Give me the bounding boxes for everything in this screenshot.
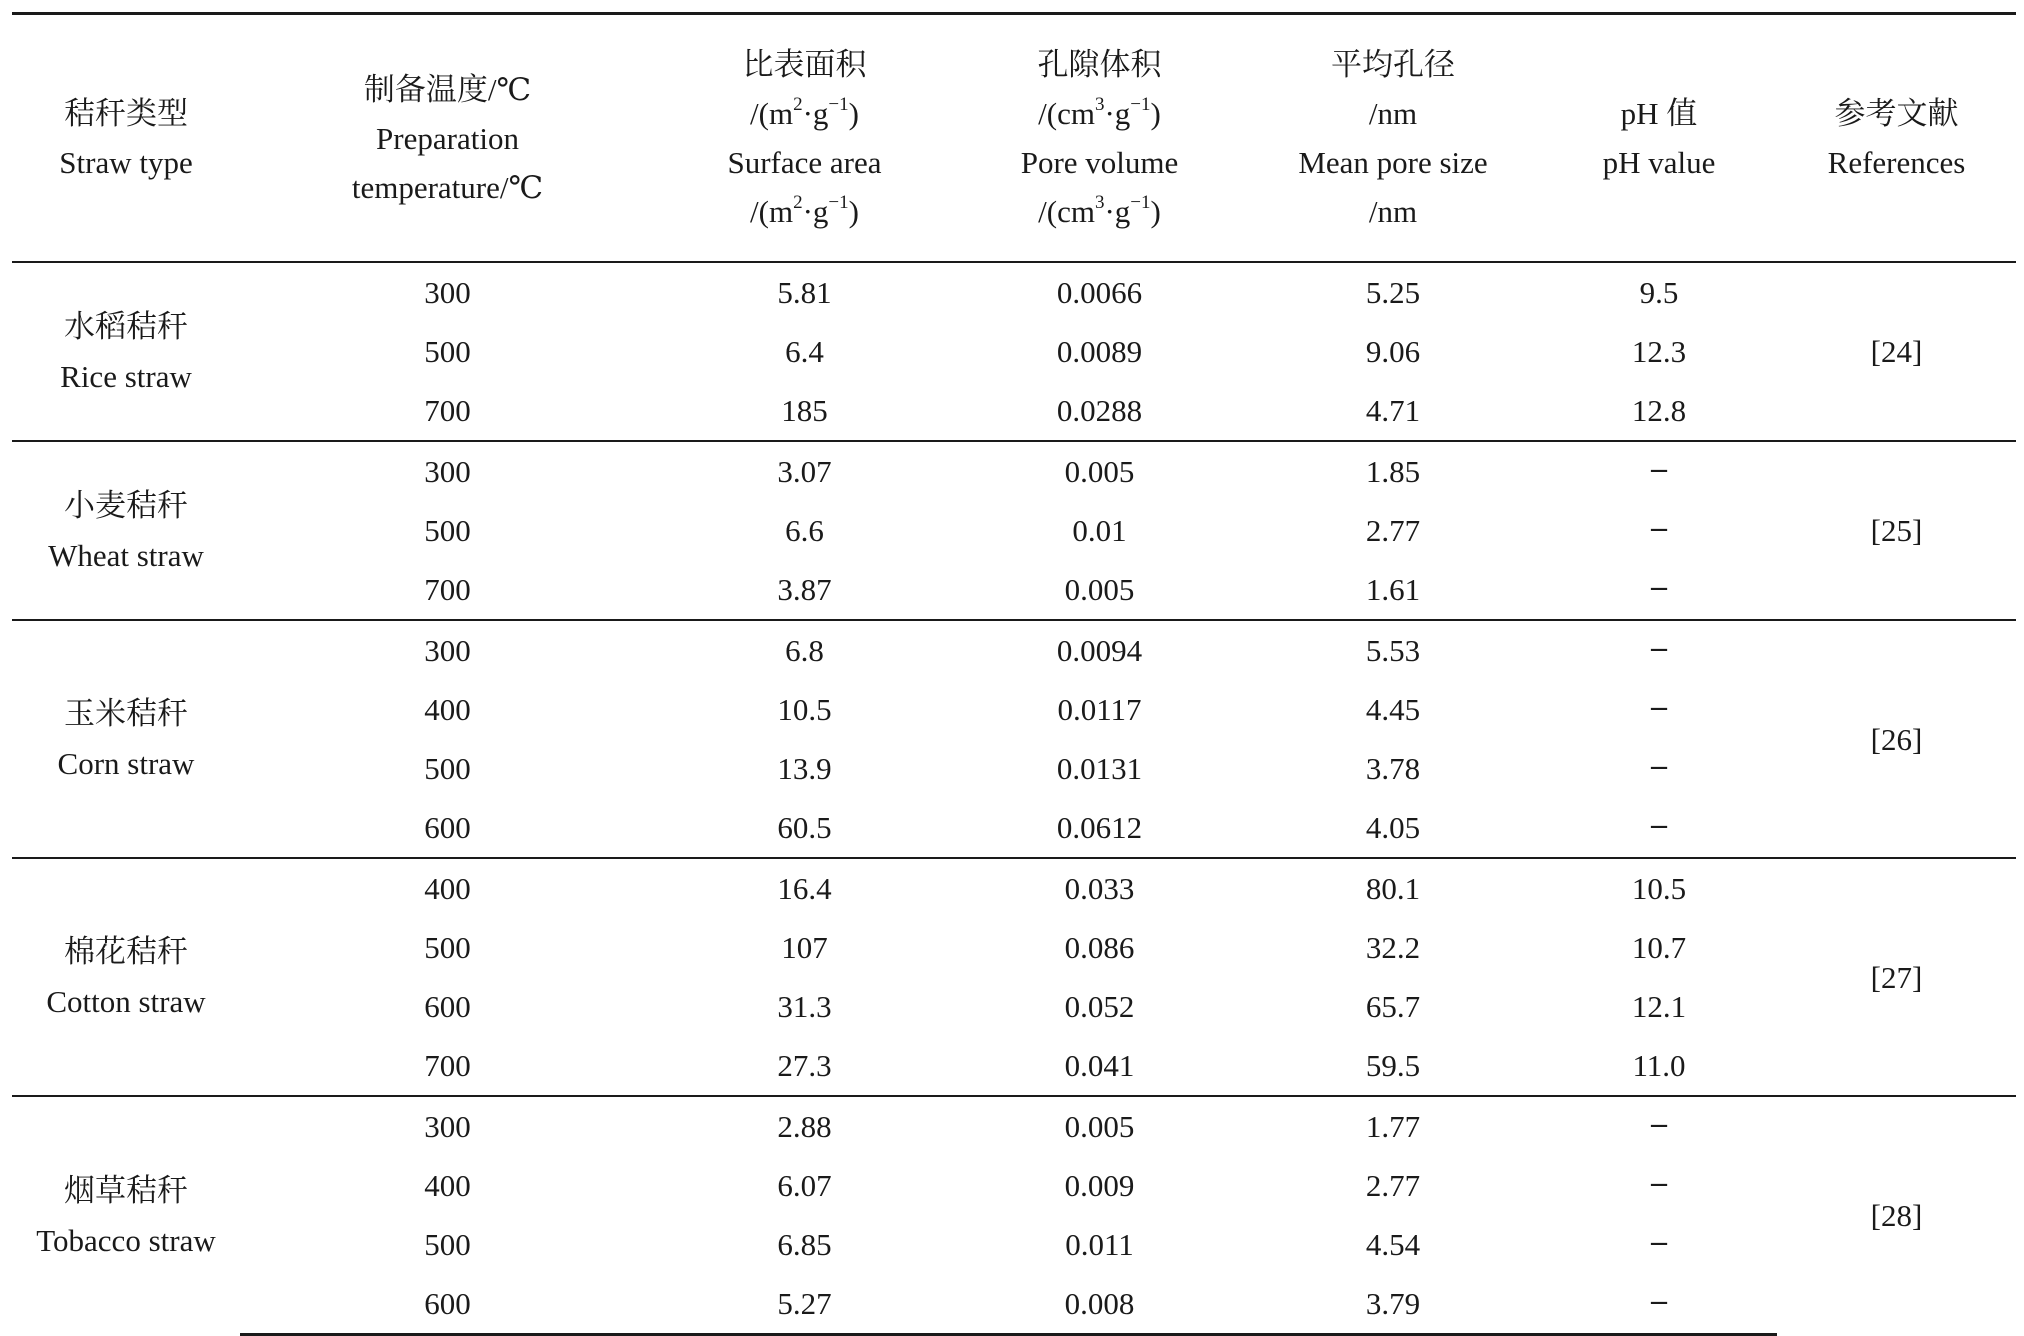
header-ph-zh: pH 值: [1620, 96, 1698, 131]
table-row: [12, 858, 2016, 918]
temperature-cell: 500: [424, 751, 471, 786]
pore-size-cell: 1.77: [1245, 1096, 1541, 1156]
straw-type-zh: 棉花秸秆: [64, 934, 188, 969]
pore-volume-cell: 0.052: [1064, 989, 1135, 1024]
ph-cell: −: [1541, 620, 1777, 680]
pore-volume-cell: 0.0288: [1056, 393, 1143, 428]
straw-type-en: Cotton straw: [46, 984, 206, 1019]
header-ph: [1541, 14, 1777, 263]
reference-cell: [27]: [1777, 858, 2016, 1096]
ph-cell: −: [1648, 694, 1670, 724]
pore-volume-cell: 0.033: [954, 858, 1245, 918]
surface-area-cell: 6.85: [777, 1227, 832, 1262]
pore-size-cell: 32.2: [1365, 930, 1421, 965]
header-pore-volume-zh: 孔隙体积: [1037, 47, 1162, 82]
table-row: [12, 1036, 2016, 1096]
pore-volume-cell: 0.0066: [1056, 275, 1143, 310]
pore-size-cell: 59.5: [1365, 1048, 1421, 1083]
pore-size-cell: 9.06: [1365, 334, 1421, 369]
pore-size-cell: 80.1: [1245, 858, 1541, 918]
header-surface-area-en: Surface area: [727, 145, 882, 180]
temperature-cell: 700: [424, 1048, 471, 1083]
table-body: [12, 262, 2016, 1335]
straw-type-cell: [12, 262, 240, 441]
header-straw-type-en: Straw type: [59, 145, 193, 180]
straw-type-en: Corn straw: [57, 746, 195, 781]
ph-cell: −: [1541, 441, 1777, 501]
pore-size-cell: 3.78: [1365, 751, 1421, 786]
ph-cell: −: [1541, 1096, 1777, 1156]
surface-area-cell: 5.81: [777, 275, 832, 310]
straw-type-zh: 水稻秸秆: [64, 308, 188, 344]
table-row: [12, 262, 2016, 322]
temperature-cell: 500: [424, 1227, 471, 1262]
header-row: [12, 14, 2016, 263]
table-row: [12, 441, 2016, 501]
straw-type-en: Tobacco straw: [36, 1222, 216, 1258]
surface-area-cell: 27.3: [777, 1048, 832, 1083]
pore-volume-cell: 0.0094: [954, 620, 1245, 680]
temperature-cell: 600: [240, 1274, 655, 1335]
header-ph-en: pH value: [1602, 145, 1716, 180]
header-surface-area-unit: $/(m^2\cdot g^{-1})$: [750, 93, 859, 131]
surface-area-cell: 3.07: [655, 441, 954, 501]
table-row: [12, 739, 2016, 798]
surface-area-cell: 6.8: [655, 620, 954, 680]
pore-size-cell: 4.45: [1365, 692, 1421, 727]
temperature-cell: 600: [424, 810, 471, 845]
pore-volume-cell: 0.0131: [1056, 751, 1143, 786]
straw-type-en: Wheat straw: [48, 537, 204, 573]
header-pore-size: [1245, 14, 1541, 263]
surface-area-cell: 31.3: [777, 989, 832, 1024]
straw-type-zh: 玉米秸秆: [64, 696, 188, 731]
straw-type-cell: [12, 620, 240, 858]
ph-cell: −: [1648, 1170, 1670, 1200]
ph-cell: 10.5: [1541, 858, 1777, 918]
ph-cell: 11.0: [1632, 1048, 1686, 1083]
pore-volume-cell: 0.0089: [1056, 334, 1143, 369]
table-row: [12, 1096, 2016, 1156]
table-row: [12, 501, 2016, 560]
table-row: [12, 1215, 2016, 1274]
pore-volume-cell: 0.0117: [1057, 692, 1142, 727]
header-surface-area-unit-2: $/(m^2\cdot g^{-1})$: [750, 191, 859, 229]
ph-cell: 9.5: [1639, 275, 1679, 310]
table-row: [12, 560, 2016, 620]
pore-size-cell: 65.7: [1365, 989, 1421, 1024]
header-temperature-zh: 制备温度/℃: [363, 71, 532, 107]
pore-size-cell: 4.54: [1365, 1227, 1421, 1262]
header-pore-volume-en: Pore volume: [1020, 145, 1179, 180]
temperature-cell: 300: [240, 1096, 655, 1156]
surface-area-cell: 5.27: [655, 1274, 954, 1335]
surface-area-cell: 185: [781, 393, 828, 428]
pore-size-cell: 4.05: [1365, 810, 1421, 845]
surface-area-cell: 10.5: [777, 692, 832, 727]
temperature-cell: 400: [240, 858, 655, 918]
surface-area-cell: 16.4: [655, 858, 954, 918]
surface-area-cell: 3.87: [777, 572, 832, 607]
header-pore-volume-unit: $/(cm^3\cdot g^{-1})$: [1038, 93, 1161, 131]
reference-cell: [24]: [1870, 334, 1923, 369]
header-straw-type-zh: 秸秆类型: [64, 96, 188, 131]
temperature-cell: 400: [424, 692, 471, 727]
reference-cell: [26]: [1777, 620, 2016, 858]
ph-cell: 12.8: [1631, 393, 1687, 428]
pore-volume-cell: 0.0612: [1056, 810, 1143, 845]
temperature-cell: 300: [424, 275, 471, 310]
header-pore-size-unit-2: /nm: [1368, 194, 1418, 229]
pore-size-cell: 4.71: [1365, 393, 1421, 428]
header-pore-volume-unit-2: $/(cm^3\cdot g^{-1})$: [1038, 191, 1161, 229]
ph-cell: −: [1648, 812, 1670, 842]
surface-area-cell: 60.5: [777, 810, 832, 845]
pore-volume-cell: 0.041: [1064, 1048, 1135, 1083]
table-row: [12, 322, 2016, 381]
temperature-cell: 400: [424, 1168, 471, 1203]
reference-cell: [28]: [1777, 1096, 2016, 1335]
temperature-cell: 700: [424, 572, 471, 607]
pore-volume-cell: 0.01: [1072, 513, 1127, 548]
temperature-cell: 300: [240, 620, 655, 680]
surface-area-cell: 13.9: [777, 751, 832, 786]
pore-volume-cell: 0.008: [954, 1274, 1245, 1335]
reference-cell: [25]: [1777, 441, 2016, 620]
header-surface-area-zh: 比表面积: [742, 47, 867, 82]
pore-size-cell: 3.79: [1245, 1274, 1541, 1335]
header-references-zh: 参考文献: [1834, 96, 1959, 131]
ph-cell: −: [1648, 574, 1670, 604]
straw-type-cell: [12, 1096, 240, 1335]
header-temperature-en-2: temperature/℃: [351, 169, 544, 205]
straw-type-en: Rice straw: [60, 358, 192, 394]
pore-volume-cell: 0.009: [1064, 1168, 1135, 1203]
temperature-cell: 500: [424, 930, 471, 965]
straw-type-zh: 小麦秸秆: [64, 487, 188, 523]
table-row: [12, 918, 2016, 977]
header-pore-size-en: Mean pore size: [1298, 145, 1488, 180]
surface-area-cell: 6.4: [785, 334, 824, 369]
temperature-cell: 500: [424, 513, 471, 548]
surface-area-cell: 2.88: [655, 1096, 954, 1156]
surface-area-cell: 107: [781, 930, 828, 965]
table-row: [12, 977, 2016, 1036]
surface-area-cell: 6.07: [777, 1168, 832, 1203]
table-row: [12, 680, 2016, 739]
surface-area-cell: 6.6: [785, 513, 824, 548]
header-pore-volume: [954, 14, 1245, 263]
header-temperature: [240, 14, 655, 263]
temperature-cell: 300: [240, 441, 655, 501]
header-references-en: References: [1827, 145, 1966, 180]
header-references: [1777, 14, 2016, 263]
ph-cell: −: [1648, 1229, 1670, 1259]
ph-cell: −: [1648, 515, 1670, 545]
temperature-cell: 600: [424, 989, 471, 1024]
pore-volume-cell: 0.005: [954, 1096, 1245, 1156]
straw-type-zh: 烟草秸秆: [64, 1172, 188, 1208]
header-temperature-en-1: Preparation: [376, 120, 519, 156]
table-row: [12, 1274, 2016, 1335]
table-row: [12, 381, 2016, 441]
table-row: [12, 798, 2016, 858]
straw-type-cell: [12, 858, 240, 1096]
biochar-properties-table: [12, 12, 2016, 1336]
ph-cell: −: [1541, 1274, 1777, 1335]
pore-size-cell: 5.53: [1245, 620, 1541, 680]
pore-volume-cell: 0.011: [1065, 1227, 1134, 1262]
ph-cell: 12.1: [1631, 989, 1687, 1024]
pore-volume-cell: 0.005: [1064, 572, 1135, 607]
table-row: [12, 1156, 2016, 1215]
pore-size-cell: 1.85: [1245, 441, 1541, 501]
pore-volume-cell: 0.005: [954, 441, 1245, 501]
pore-size-cell: 1.61: [1365, 572, 1421, 607]
temperature-cell: 500: [424, 334, 471, 369]
header-surface-area: [655, 14, 954, 263]
pore-volume-cell: 0.086: [1064, 930, 1135, 965]
straw-type-cell: [12, 441, 240, 620]
pore-size-cell: 5.25: [1365, 275, 1421, 310]
header-pore-size-zh: 平均孔径: [1331, 47, 1455, 82]
table-row: [12, 620, 2016, 680]
pore-size-cell: 2.77: [1365, 513, 1421, 548]
ph-cell: 12.3: [1631, 334, 1687, 369]
header-pore-size-unit: /nm: [1368, 96, 1418, 131]
header-straw-type: [12, 14, 240, 263]
pore-size-cell: 2.77: [1365, 1168, 1421, 1203]
ph-cell: 10.7: [1631, 930, 1687, 965]
temperature-cell: 700: [424, 393, 471, 428]
ph-cell: −: [1648, 753, 1670, 783]
